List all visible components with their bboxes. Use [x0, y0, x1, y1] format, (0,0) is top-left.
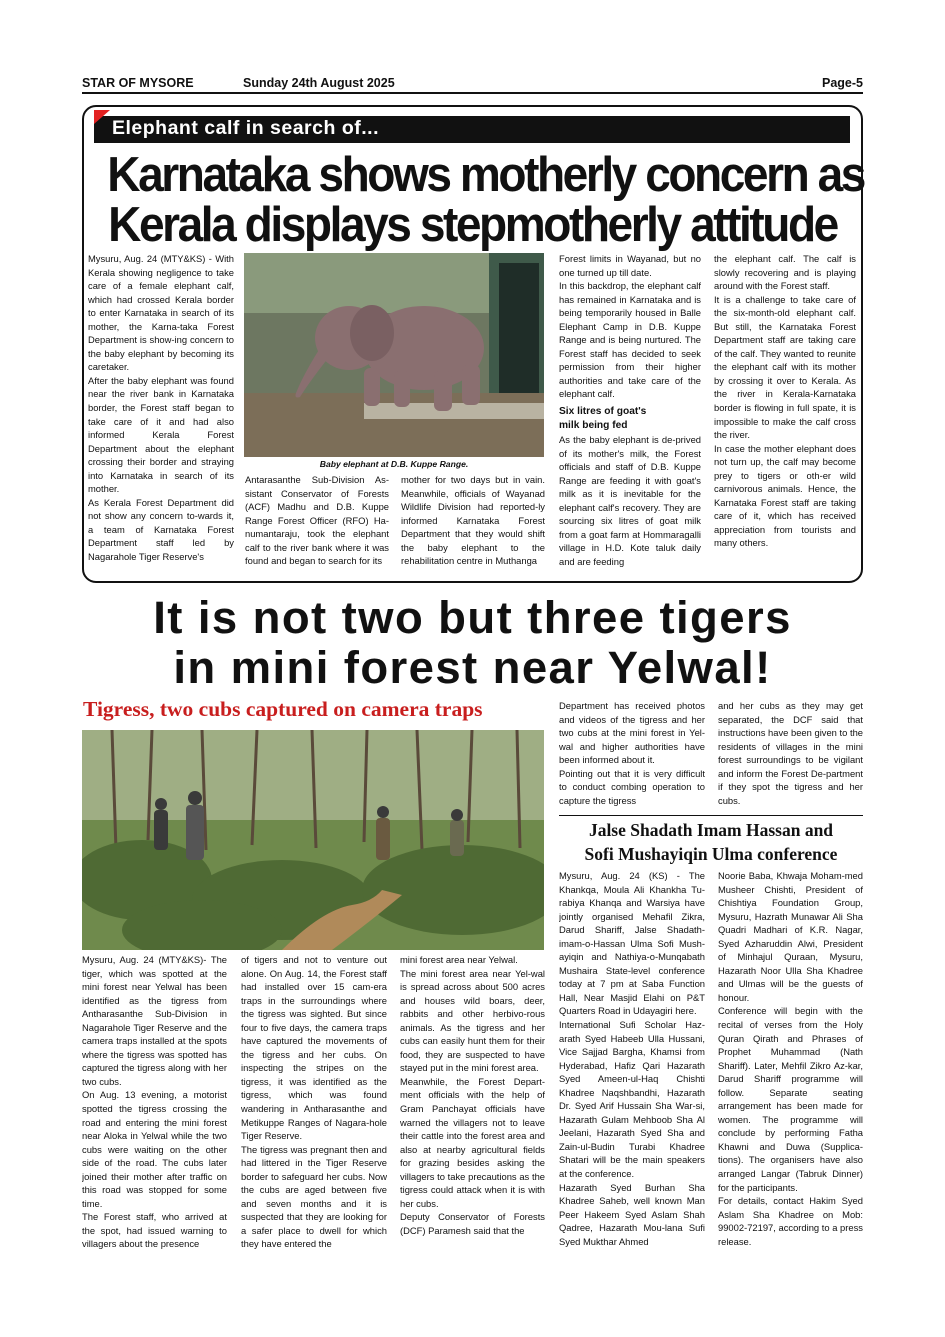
red-flag-icon	[94, 110, 110, 124]
story1-kicker: Elephant calf in search of...	[112, 117, 379, 139]
story2-column-1: Mysuru, Aug. 24 (MTY&KS)- The tiger, which was spotted at the mini forest near Yelwal has been identified as the tigress from Antharasanthe Sub-Division in Nagarahole Tiger Reserve and the camera traps installed at the spots where the tigress was spotted has captured the tigress along with her two cubs. On Aug. 13 evening, a motorist spotted the tigress crossing the road and entering the mini forest near Aloka in Yelwal while the two cubs were waiting on the other side of the road. The cubs later joined their mother after traffic on this road was stopped for some time. The Forest staff, who arrived at the spot, had issued warning to villagers about the presence	[82, 954, 227, 1250]
elephant-calf-photo	[244, 253, 544, 457]
story3-top-rule	[559, 815, 863, 816]
story2-headline-line2: in mini forest near Yelwal!	[173, 642, 772, 693]
newspaper-name: STAR OF MYSORE	[82, 76, 194, 90]
story1-column-3: mother for two days but in vain. Meanwhile, officials of Wayanad Wildlife Division had reported-ly informed Karnataka Forest Department that they would shift the baby elephant to the rehabilitation centre in Muthanga	[401, 474, 545, 567]
story2-right-column-2: and her cubs as they may get separated, the DCF said that instructions have been given to the residents of villages in the mini forest surroundings to be vigilant and inform the Forest De-partment if they spot the tigress and her cubs.	[718, 700, 863, 806]
story3-headline-line1: Jalse Shadath Imam Hassan and	[588, 820, 834, 840]
story3-headline-line2: Sofi Mushayiqin Ulma conference	[584, 844, 838, 864]
story1-subheading: Six litres of goat's milk being fed	[559, 406, 647, 431]
story1-headline-line1: Karnataka shows motherly concern as	[107, 148, 864, 202]
story1-column-2: Antarasanthe Sub-Division As-sistant Conservator of Forests (ACF) Madhu and D.B. Kuppe Range Forest Officer (RFO) Ha-numantaraju, took the elephant calf to the river bank where it was found and began to search for its	[245, 474, 389, 567]
story3-column-2: Noorie Baba, Khwaja Moham-med Musheer Chishti, President of Chishtiya Foundation Group, Mysuru, Hazrath Munawar Ali Sha Quadri Madhari of K.R. Nagar, Syed Azharuddin Alwi, President of Minhajul Quraan, Mysuru, Hazarath Noor Ulla Sha Khadree and Ulmas will be the guests of honour. Conference will begin with the recital of verses from the Holy Quran Qirath and Phrases of Prophet Muhammad (Nath Shariff). Later, Mehfil Zikro Az-kar, Darud Shariff programme will follow. Separate seating arrangement has been made for women. The programme will conclude by performing Fatha Khawni and Duwa (Supplica-tions). The organisers have also arranged Langar (Tabruk Dinner) for the participants. For details, contact Hakim Syed Aslam Sha Khadree on Mob: 99002-72197, according to a press release.	[718, 870, 863, 1247]
story2-headline-line1: It is not two but three tigers	[153, 592, 792, 643]
story3-column-1: Mysuru, Aug. 24 (KS) - The Khankqa, Moula Ali Khankha Tu-rabiya Khanqa and Warsiya have jointly organised Mehafil Zikra, Darud Shariff, Jalse Shadath-imam-o-Hassan Ulma Sofi Mush-ayiqin and Nathiya-o-Munqabath Mushaira State-level conference today at 7 pm at Saba Function Hall, Near Masjid Elahi on P&T Quarters Road in Udayagiri here. International Sufi Scholar Haz-arath Syed Habeeb Ulla Hussani, Vice Sajjad Bargha, Khamsi from Hyderabad, Hafiz Qari Hazarath Syed Ameen-ul-Haq Chishti Khadree Naqshbandhi, Hazarath Dr. Syed Arif Hussain Sha War-si, Hazarath Gulam Mehboob Sha Al Jeelani, Hazarath Syed Sha and Zain-ul-Budin Turabi Khadree Shatari will be the main speakers at the conference. Hazarath Syed Burhan Sha Khadree Saheb, well known Man Peer Hakeem Syed Aslam Shah Qadree, Hazarath Mou-lana Sufi Syed Mukthar Ahmed	[559, 870, 705, 1247]
story2-subhead: Tigress, two cubs captured on camera traps	[83, 697, 483, 721]
masthead-rule	[82, 92, 863, 94]
story1-column-5: the elephant calf. The calf is slowly recovering and is playing around with the Forest staff. It is a challenge to take care of the six-month-old elephant calf. But still, the Karnataka Forest Department staff are taking care of the calf. They wanted to reunite the elephant calf with its mother by crossing it over to Kerala. As the river in Kerala-Karnataka border is flowing in full spate, it is impossible to make the calf cross the river. In case the mother elephant does not turn up, the calf may become prey to tigers or oth-er wild carnivorous animals. Hence, the Karnataka Forest staff are taking care of it, which has received appreciation from tourists and many others.	[714, 253, 856, 549]
photo-caption: Baby elephant at D.B. Kuppe Range.	[319, 459, 469, 469]
story1-column-4b: As the baby elephant is de-prived of its mother's milk, the Forest officials and staff of D.B. Kuppe Range are feeding it with goat's milk as it is inevitable for the elephant calf's recovery. They are sourcing six litres of goat milk from a goat farm at Hommaragalli village in H.D. Kote taluk daily and are feeding	[559, 434, 701, 567]
page-number: Page-5	[822, 76, 863, 90]
story1-headline-line2: Kerala displays stepmotherly attitude	[108, 198, 837, 252]
issue-date: Sunday 24th August 2025	[243, 76, 395, 90]
story1-column-4a: Forest limits in Wayanad, but no one turned up till date. In this backdrop, the elephant calf has remained in Karnataka and is being temporarily housed in Balle Elephant Camp in D.B. Kuppe Range and is being nurtured. The Forest staff has decided to seek permission from their higher authorities and take care of the elephant calf.	[559, 253, 701, 400]
story2-right-column-1: Department has received photos and videos of the tigress and her two cubs at the mini forest in Yel-wal and higher authorities have been informed about it. Pointing out that it is very difficult to conduct combing operation to capture the tigress	[559, 700, 705, 806]
story2-column-3: mini forest area near Yelwal. The mini forest area near Yel-wal is spread across about 500 acres and houses wild boars, deer, rabbits and other herbivo-rous animals. As the tigress and her cubs can easily hunt them for their food, they are suspected to have stayed put in the mini forest area. Meanwhile, the Forest Depart-ment officials with the help of Gram Panchayat officials have warned the villagers not to leave their cattle into the forest area and also at nearby agricultural fields for grazing besides asking the villagers to take precautions as the tigress could attack when it is with her cubs. Deputy Conservator of Forests (DCF) Paramesh said that the	[400, 954, 545, 1236]
forest-patrol-photo	[82, 730, 544, 950]
story2-column-2: of tigers and not to venture out alone. On Aug. 14, the Forest staff had installed over 15 cam-era traps in the surroundings where the tigress was sighted. But since four to five days, the camera traps have captured the movements of the tigress and her cubs. On inspecting the stripes on the tigress, it was identified as the tigress, which was found wandering in Antharasanthe and Metikuppe Ranges of Nagara-hole Tiger Reserve. The tigress was pregnant then and had littered in the Tiger Reserve border to safeguard her cubs. Now the cubs are aged between five and seven months and it is suspected that they are looking for a safer place to dwell for which they have entered the	[241, 954, 387, 1250]
story1-column-1: Mysuru, Aug. 24 (MTY&KS) - With Kerala showing negligence to take care of a female elephant calf, which had crossed Kerala border to enter Karnataka in search of its mother, the Karna-taka Forest Department is show-ing concern to the baby elephant by becoming its caretaker. After the baby elephant was found near the river bank in Karnataka border, the Forest staff began to take care of it and had also informed Kerala Forest Department about the elephant crossing their border and straying into Karnataka in search of its mother. As Kerala Forest Department did not show any concern to-wards it, a team of Karnataka Forest Department staff led by Nagarahole Tiger Reserve's	[88, 253, 234, 563]
